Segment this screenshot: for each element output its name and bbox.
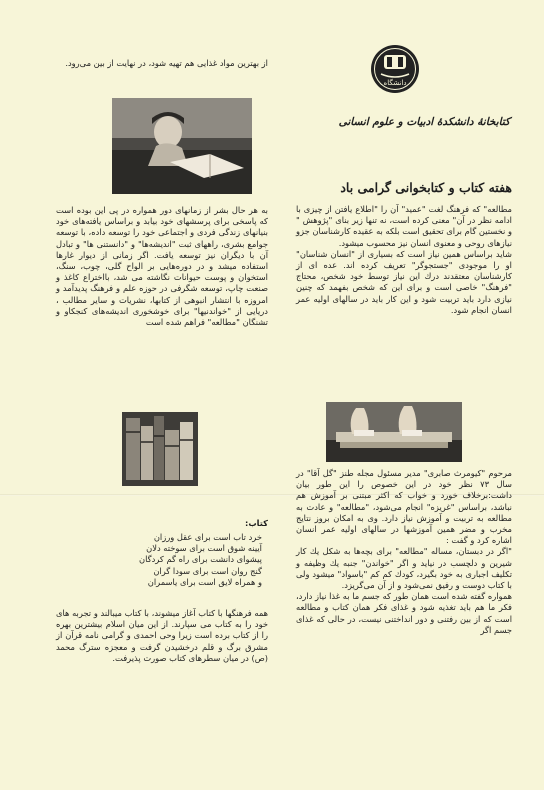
left-column-bottom	[56, 608, 268, 664]
library-name: کتابخانهٔ دانشکدهٔ ادبیات و علوم انسانی	[338, 116, 510, 128]
intro-paragraph-1: مطالعه" که فرهنگ لغت "عمید" آن را "اطلاع یافتن از چیزی با ادامه نظر در آن" معنی کرده است، نه تنها زیر بنای "پژوهش " و نخستین گام برای تحقیق است بلکه به عقیده کارشناسان جزو نیازهای روحی و معنوی انسان نیز محسوب میشود.	[296, 204, 512, 248]
right-column-intro	[296, 204, 512, 316]
poem-verse: خرد تاب است برای عقل ورزان	[153, 532, 262, 542]
stacked-books-photo	[122, 412, 198, 486]
feet-on-books-photo	[326, 402, 462, 462]
article-title: هفته کتاب و کتابخوانی گرامی باد	[340, 180, 512, 195]
saberi-paragraph-1: مرحوم "کیومرث صابری" مدیر مسئول مجله طنز "گل آقا" در سال ۷۳ نظر خود در این خصوص را این طور بیان داشت:برخلاف خورد و خواب که اکثر مبتنی بر آموزش هم نباشد، براساس "غریزه" انجام می‌شود، "مطالعه" و عادت به مطالعه به تربیت و آموزش نیاز دارد. وی به امکان بروز نتایج مخرب و مضر همین آموزشها در سالهای اولیه عمر انسان اشاره کرد و گفت :	[296, 468, 512, 546]
right-column-saberi	[296, 468, 512, 636]
history-paragraph: به هر حال بشر از زمانهای دور همواره در پی این بوده است که پاسخی برای پرسشهای خود بیابد و براساس یافته‌های خود بنیانهای زندگی فردی و اجتماعی خود را توسعه داده، با توسعه جوامع بشری، راههای ثبت "اندیشه‌ها" و "دانستنی ها" و تبادل آن با دیگران نیز توسعه یافت. اگر زمانی از دیوار غارها استفاده میشد و در دوره‌هایی بر الواح گلی، چوب، سنگ، استخوان و پوست حیوانات نگاشته می شد، بااختراع کاغذ و صنعت چاپ، توسعه شگرفی در حوزه علم و فرهنگ پدیدآمد و امروزه با انتشار انبوهی از کتابها، نشریات و سایر مطالب ، دریایی از "خواندنیها" برای خوشخوری اندیشه‌های کنجکاو و تشنگان "مطالعه" فراهم شده است	[56, 205, 268, 328]
poem-verse: آیینه شوق است برای سوخته دلان	[146, 543, 262, 554]
left-column-middle	[56, 205, 268, 328]
left-column-top	[56, 58, 268, 69]
poem-verse: گنج روان است برای سودا گران	[153, 565, 262, 576]
logo-text: دانشگاه	[383, 79, 407, 87]
poem	[56, 532, 268, 588]
child-reading-photo	[112, 98, 252, 194]
culture-paragraph: همه فرهنگها با کتاب آغاز میشوند، با کتاب میبالند و تجربه های خود را به کتاب می سپارند. از این میان اسلام بیشترین بهره را از کتاب برده است زیرا وحی احمدی و گرامی نامه قرآن از مشرق برگ و قلم درخشیدن گرفت و معجزه سترگ محمد (ص) در میان سطرهای کتاب صورت پذیرفت.	[56, 608, 268, 663]
poem-verse: پیشوای دانشت برای راه گم کردگان	[139, 554, 262, 565]
saberi-paragraph-2: "اگر در دبستان، مساله "مطالعه" برای بچه‌ها به شکل یك کار شیرین و دلچسب در نیاید و اگر "خواندن" جنبه یك وظیفه و تکلیف اجباری به خود بگیرد، کودك کم کم "باسواد" میشود ولی با کتاب دوست و رفیق نمی‌شود و از آن می‌گریزد.	[296, 546, 512, 591]
poem-heading: کتاب:	[245, 518, 268, 528]
university-seal-logo	[370, 44, 420, 94]
poem-verse: و همراه لایق است برای یاسمران	[147, 576, 262, 587]
intro-paragraph-2: شاید براساس همین نیاز است که بسیاری از "انسان شناسان" او را موجودی "جستجوگر" تعریف کرده اند. عده ای از کارشناسان معتقدند درك این نیاز توسط خود شخص، محتاج "فرهنگ" خاصی است و برای این که شخص بفهمد که چنین نیازی دارد باید تربیت شود و این کار باید در سالهای اولیه عمر انسان انجام شود.	[296, 248, 512, 315]
saberi-paragraph-3: همواره گفته شده است همان طور که جسم ما به غذا نیاز دارد، فکر ما هم باید تغذیه شود و غذای فکر همان کتاب و مطالعه است که از بین رفتنی و دور انداختنی نیست، در حالی که غذای جسم اگر	[296, 591, 512, 635]
continuation-paragraph: از بهترین مواد غذایی هم تهیه شود، در نهایت از بین می‌رود.	[65, 58, 268, 68]
